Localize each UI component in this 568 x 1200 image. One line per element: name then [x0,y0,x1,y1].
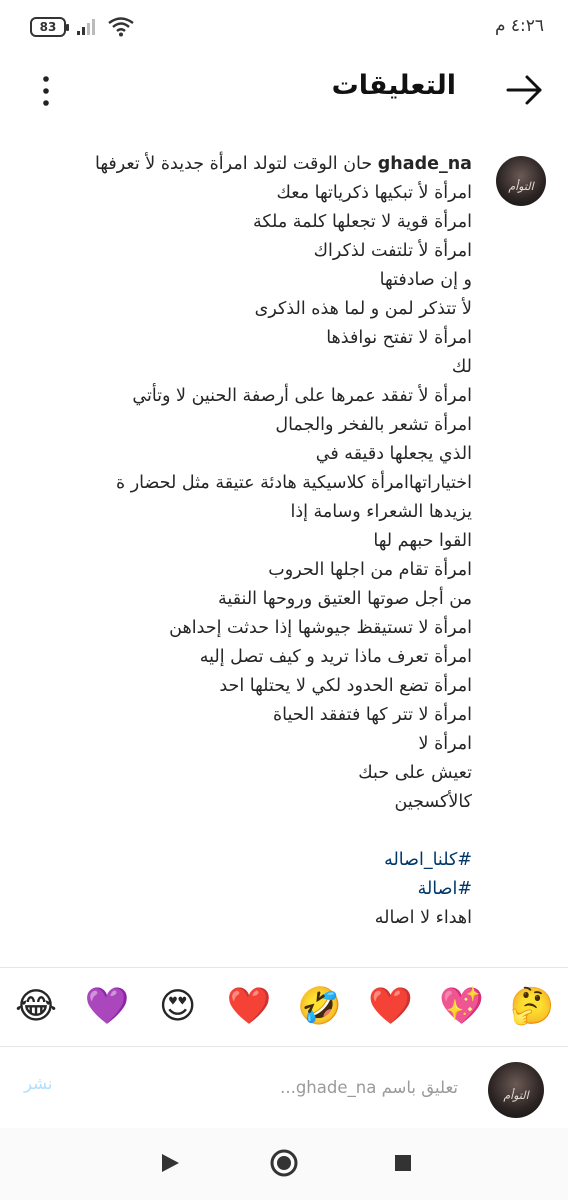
header [0,58,568,122]
comment-line-text: حان الوقت لتولد امرأة جديدة لأ تعرفها [95,154,373,174]
thinking-emoji[interactable]: 🤔 [509,986,555,1027]
emoji-reaction-bar [14,982,554,1032]
signal-icon [76,18,98,36]
comment-closing-line: اهداء لا اصاله [374,908,472,928]
status-time: ٤:٢٦ م [494,16,544,36]
comment-input[interactable] [128,1072,458,1102]
comment-line: امرأة لا [418,734,472,754]
comment [0,150,568,960]
comment-line: امرأة لأ تفقد عمرها على أرصفة الحنين لا وتأتي [132,386,472,406]
comment-line: امرأة لأ تبكيها ذكرياتها معك [276,183,472,203]
divider [0,1046,568,1047]
comment-spacer [32,817,472,846]
back-arrow-icon[interactable] [504,72,544,108]
battery-level: 83 [39,20,57,34]
battery-icon [30,17,66,37]
avatar [488,1062,544,1118]
post-button[interactable]: نشر [24,1074,53,1093]
purple-heart-emoji[interactable]: 💜 [84,986,130,1027]
comment-line: اختياراتهاامرأة كلاسيكية هادئة عتيقة مثل لحضار ة [115,473,472,493]
comment-line: القوا حبهم لها [373,531,472,551]
home-circle-icon[interactable] [267,1146,301,1180]
sparkling-heart-emoji[interactable]: 💖 [439,986,484,1027]
comment-line: امرأة لا تستيقظ جيوشها إذا حدثت إحداهن [169,618,472,638]
avatar[interactable] [496,156,546,206]
comment-line: امرأة لأ تلتفت لذكراك [313,241,472,261]
comment-line: الذي يجعلها دقيقه في [315,444,472,464]
comment-line: يزيدها الشعراء وسامة إذا [290,502,472,522]
rofl-emoji[interactable]: 🤣 [297,986,343,1027]
avatar-logo-text: التوأم [503,1088,529,1102]
hashtag-link[interactable]: #اصالة [417,879,472,899]
hashtag-link[interactable]: #كلنا_اصاله [384,850,472,870]
comment-line: امرأة تضع الحدود لكي لا يحتلها احد [219,676,472,696]
avatar-logo-text: التوأم [508,179,534,193]
recents-square-icon[interactable] [386,1146,420,1180]
status-icons [30,17,134,37]
comment-line: امرأة تقام من اجلها الحروب [268,560,472,580]
comment-line: امرأة لا تفتح نوافذها [326,328,472,348]
comment-first-line [32,150,472,179]
comment-line: امرأة لا تتر كها فتفقد الحياة [272,705,472,725]
comment-input-row [0,1050,568,1122]
comment-line: امرأة تعرف ماذا تريد و كيف تصل إليه [199,647,472,667]
comment-line: كالأكسجين [394,792,472,812]
heart-eyes-emoji[interactable]: 😍 [158,986,197,1027]
system-nav-bar [0,1128,568,1200]
comment-line: لأ تتذكر لمن و لما هذه الذكرى [254,299,472,319]
wifi-icon [108,17,134,37]
comment-username[interactable]: ghade_na [377,154,472,174]
comment-body [32,150,472,933]
status-bar [0,0,568,58]
red-heart-emoji[interactable]: ❤️ [226,986,272,1027]
comment-line: امرأة قوية لا تجعلها كلمة ملكة [252,212,472,232]
page-title: التعليقات [331,70,456,101]
divider [0,967,568,968]
comment-line: لك [451,357,472,377]
back-triangle-icon[interactable] [152,1146,186,1180]
comment-line: امرأة تشعر بالفخر والجمال [275,415,472,435]
more-options-icon[interactable] [34,74,58,108]
comment-line: و إن صادفتها [379,270,472,290]
comment-line: من أجل صوتها العتيق وروحها النقية [218,589,472,609]
red-heart-emoji[interactable]: ❤️ [368,986,414,1027]
joy-emoji[interactable]: 😂 [14,986,58,1027]
comment-line: تعيش على حبك [358,763,472,783]
